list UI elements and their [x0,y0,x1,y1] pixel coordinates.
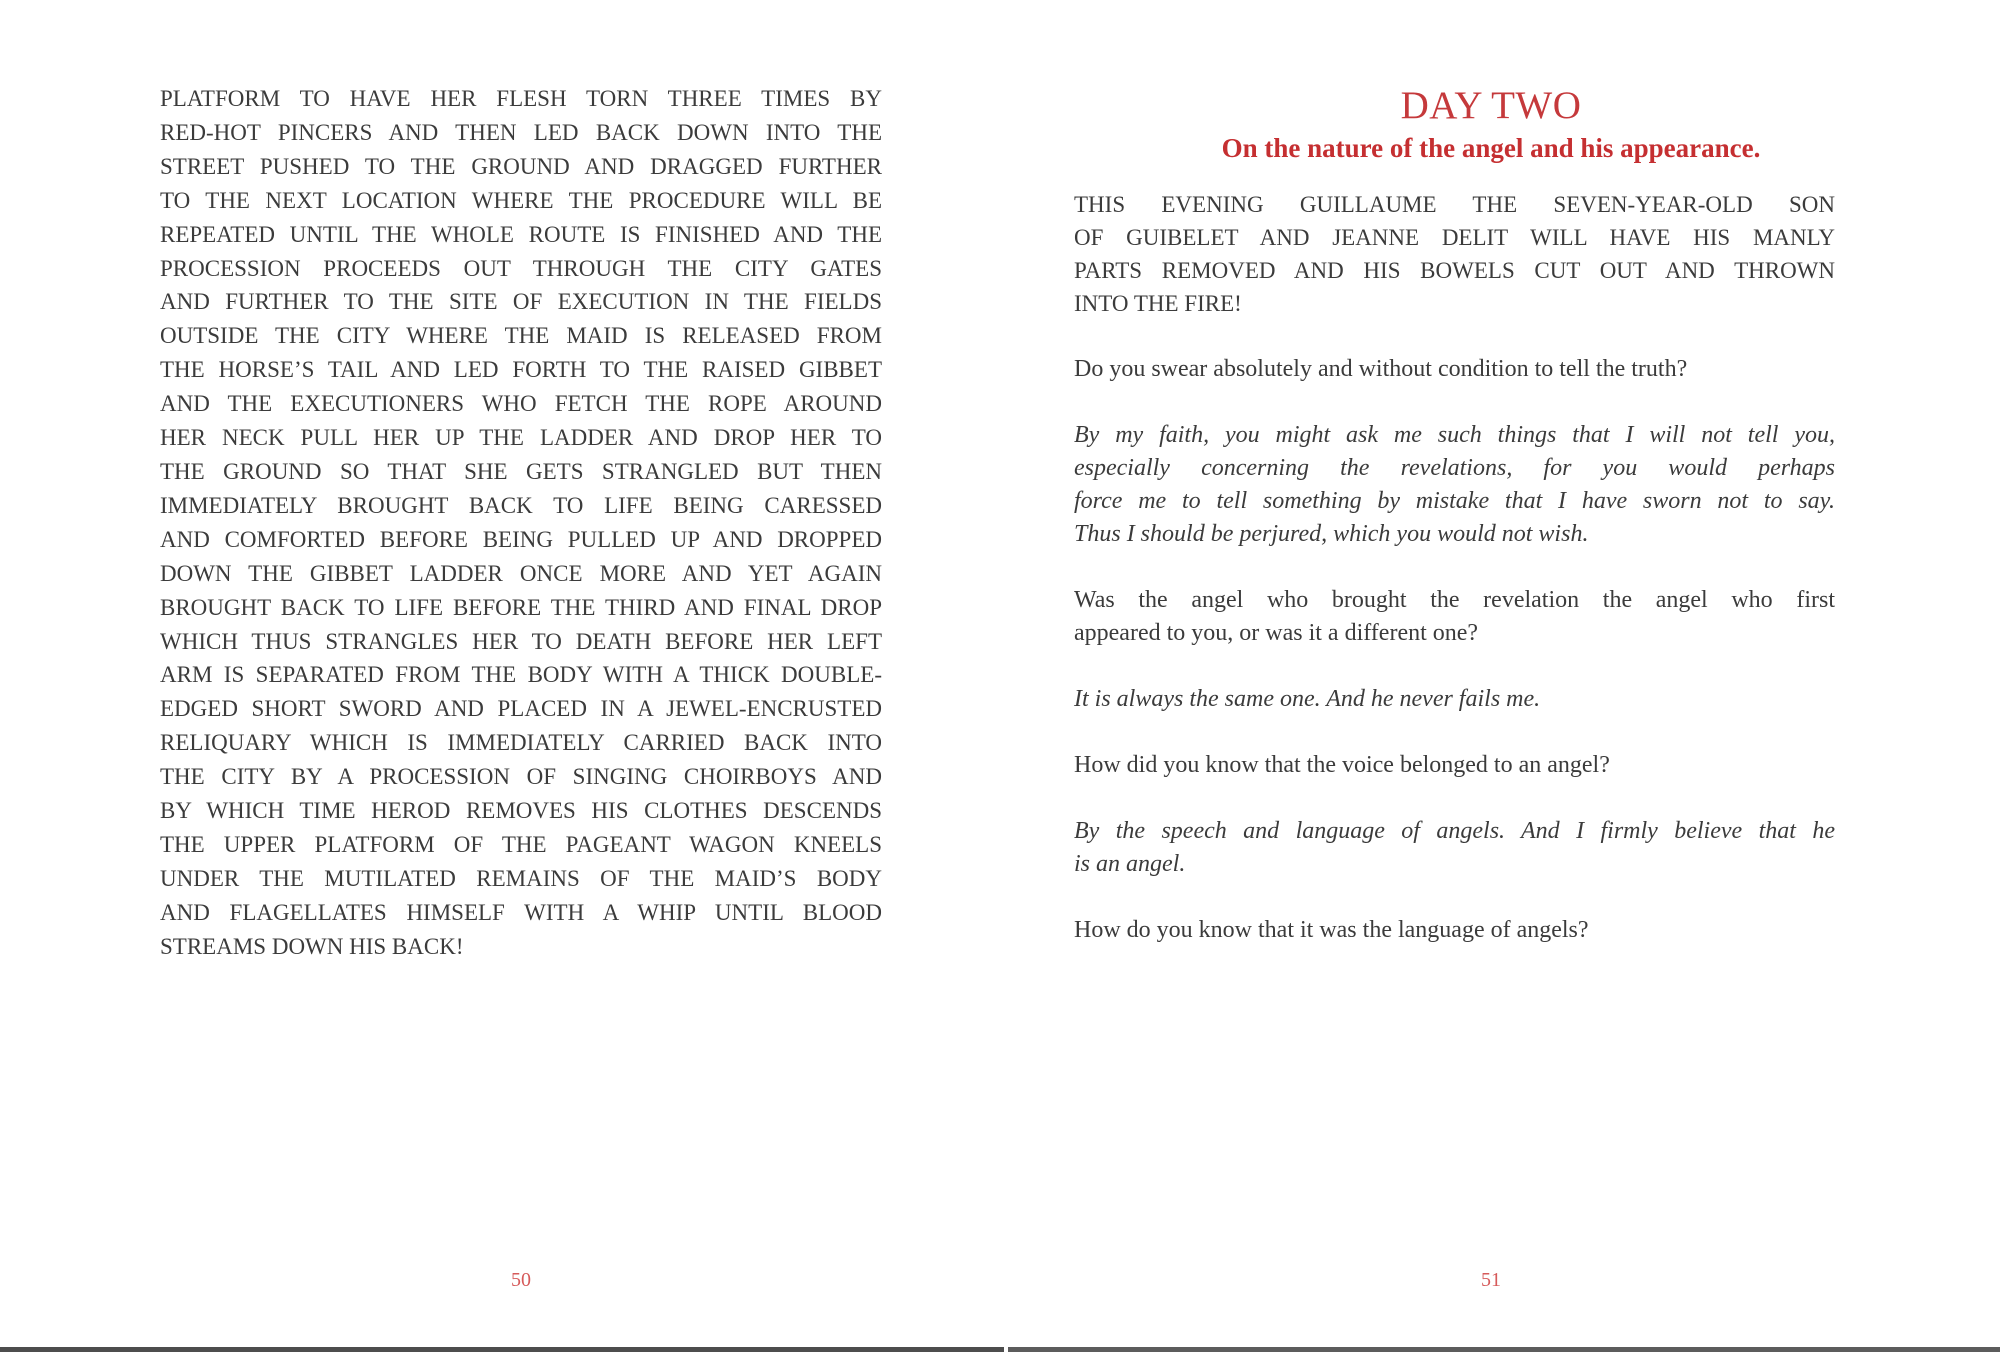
text-line: Do you swear absolutely and without condition to tell the truth? [1074,356,1688,382]
text-line: UNDER THE MUTILATED REMAINS OF THE MAID’S BODY [160,865,882,891]
page-number-right: 51 [1481,1269,1501,1291]
answer-paragraph [1074,419,1835,551]
text-line: AND FURTHER TO THE SITE OF EXECUTION IN THE FIELDS [160,289,882,315]
text-line: Thus I should be perjured, which you would not wish. [1074,521,1589,547]
chapter-title: DAY TWO [1400,84,1582,127]
text-line: By the speech and language of angels. And I firmly believe that he [1074,818,1835,844]
text-line: force me to tell something by mistake that I have sworn not to say. [1074,488,1835,514]
text-line: BY WHICH TIME HEROD REMOVES HIS CLOTHES DESCENDS [160,798,882,824]
text-line: PROCESSION PROCEEDS OUT THROUGH THE CITY GATES [160,255,882,281]
right-page-text-block [1074,188,1835,980]
text-line: appeared to you, or was it a different one? [1074,620,1479,646]
answer-paragraph [1074,815,1835,881]
text-line: BROUGHT BACK TO LIFE BEFORE THE THIRD AND FINAL DROP [160,594,882,620]
text-line: THE CITY BY A PROCESSION OF SINGING CHOIRBOYS AND [160,764,882,790]
text-line: DOWN THE GIBBET LADDER ONCE MORE AND YET AGAIN [160,560,882,586]
text-line: PARTS REMOVED AND HIS BOWELS CUT OUT AND THROWN [1074,258,1835,283]
text-line: OF GUIBELET AND JEANNE DELIT WILL HAVE HIS MANLY [1074,225,1835,250]
text-line: RELIQUARY WHICH IS IMMEDIATELY CARRIED BACK INTO [160,730,882,756]
text-line: PLATFORM TO HAVE HER FLESH TORN THREE TIMES BY [160,86,882,111]
proclamation-paragraph [1074,188,1835,320]
chapter-header [1026,84,1956,164]
chapter-subtitle: On the nature of the angel and his appearance. [1221,133,1761,163]
question-paragraph [1074,353,1835,386]
text-line: especially concerning the revelations, for you would perhaps [1074,455,1835,481]
text-line: STREET PUSHED TO THE GROUND AND DRAGGED FURTHER [160,153,882,179]
text-line: THE GROUND SO THAT SHE GETS STRANGLED BUT THEN [160,458,882,484]
text-line: INTO THE FIRE! [1074,291,1242,316]
page-number-left: 50 [511,1269,531,1291]
text-line: How did you know that the voice belonged to an angel? [1074,752,1610,778]
text-line: THE UPPER PLATFORM OF THE PAGEANT WAGON KNEELS [160,831,882,857]
text-line: By my faith, you might ask me such things that I will not tell you, [1074,422,1835,448]
text-line: ARM IS SEPARATED FROM THE BODY WITH A THICK DOUBLE- [160,662,882,688]
question-paragraph [1074,749,1835,782]
text-line: How do you know that it was the language of angels? [1074,917,1589,943]
question-paragraph [1074,914,1835,947]
text-line: OUTSIDE THE CITY WHERE THE MAID IS RELEASED FROM [160,323,882,349]
text-line: IMMEDIATELY BROUGHT BACK TO LIFE BEING CARESSED [160,492,882,518]
answer-paragraph [1074,683,1835,716]
text-line: TO THE NEXT LOCATION WHERE THE PROCEDURE WILL BE [160,187,882,213]
text-line: STREAMS DOWN HIS BACK! [160,933,464,959]
text-line: Was the angel who brought the revelation the angel who first [1074,587,1835,613]
text-line: is an angel. [1074,851,1186,877]
text-line: AND THE EXECUTIONERS WHO FETCH THE ROPE AROUND [160,391,882,417]
text-line: HER NECK PULL HER UP THE LADDER AND DROP HER TO [160,425,882,451]
scan-edge-bar-left [0,1347,1004,1352]
scan-edge-bar-right [1008,1347,2000,1352]
text-line: RED-HOT PINCERS AND THEN LED BACK DOWN INTO THE [160,119,882,145]
text-line: AND FLAGELLATES HIMSELF WITH A WHIP UNTIL BLOOD [160,899,882,925]
text-line: AND COMFORTED BEFORE BEING PULLED UP AND DROPPED [160,526,882,552]
text-line: REPEATED UNTIL THE WHOLE ROUTE IS FINISHED AND THE [160,221,882,247]
text-line: THE HORSE’S TAIL AND LED FORTH TO THE RAISED GIBBET [160,357,882,383]
question-paragraph [1074,584,1835,650]
text-line: WHICH THUS STRANGLES HER TO DEATH BEFORE HER LEFT [160,628,882,654]
text-line: THIS EVENING GUILLAUME THE SEVEN-YEAR-OLD SON [1074,192,1835,217]
text-line: It is always the same one. And he never fails me. [1074,686,1541,712]
left-page-text-block [160,82,882,964]
text-line: EDGED SHORT SWORD AND PLACED IN A JEWEL-ENCRUSTED [160,696,882,722]
